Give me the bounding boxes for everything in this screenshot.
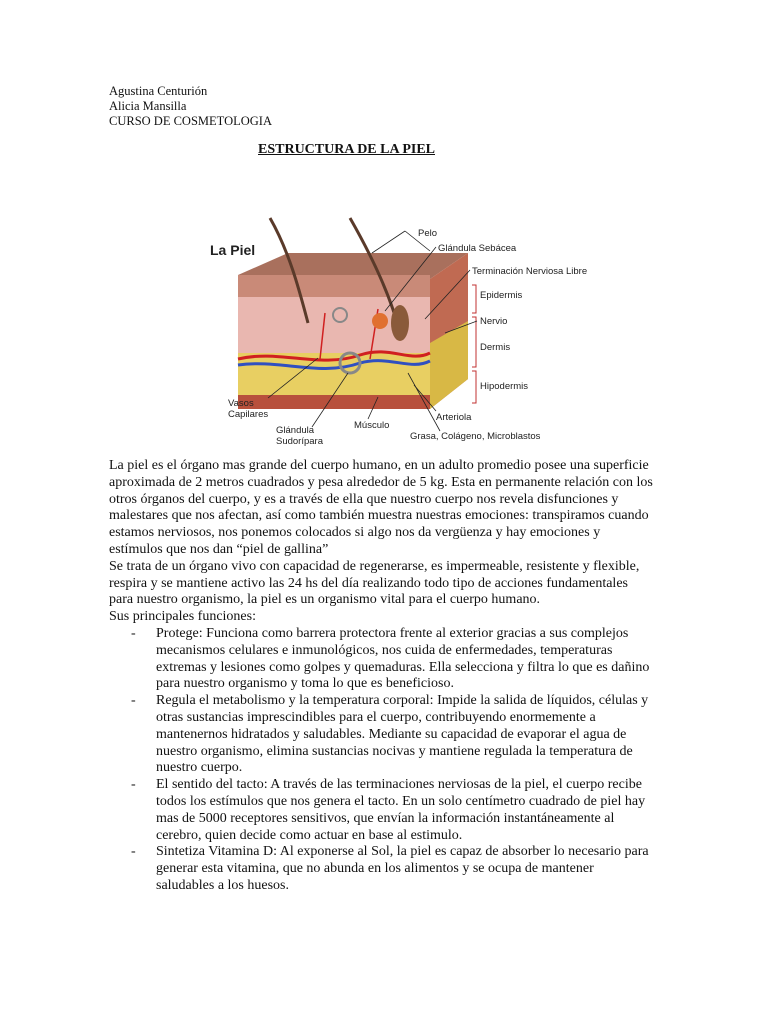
document-body bbox=[109, 458, 654, 895]
paragraph: Sus principales funciones: bbox=[109, 609, 256, 625]
list-dash: - bbox=[131, 844, 136, 860]
document-header bbox=[109, 84, 272, 129]
list-item-text: Regula el metabolismo y la temperatura corporal: Impide la salida de líquidos, células y otras sustancias imprescindibles para el cuerpo, contribuyendo enormemente a mantenernos hidratados y saludables. Mediante su capacidad de evaporar el agua de nuestro organismo, elimina sustancias nocivas y mantiene regulada la temperatura de nuestro cuerpo. bbox=[156, 693, 649, 776]
label-vasos: Vasos bbox=[228, 398, 254, 409]
list-item bbox=[109, 693, 654, 777]
list-item-text: Sintetiza Vitamina D: Al exponerse al Sol, la piel es capaz de absorber lo necesario para generar esta vitamina, que no abunda en los alimentos y se ocupa de mantener saludables a los huesos. bbox=[156, 844, 649, 893]
label-sudoripara: Sudorípara bbox=[276, 436, 324, 447]
epidermis-layer bbox=[238, 275, 430, 297]
author-name: Agustina Centurión bbox=[109, 84, 208, 98]
list-item-text: El sentido del tacto: A través de las terminaciones nerviosas de la piel, el cuerpo recibe todos los estímulos que nos genera el tacto. En un solo centímetro cuadrado de piel hay mas de 5000 receptores sensitivos, que envían la información instantáneamente al cerebro, quien decide como actuar en base al estimulo. bbox=[156, 777, 646, 843]
paragraph: Se trata de un órgano vivo con capacidad de regenerarse, es impermeable, resistente y flexible, respira y se mantiene activo las 24 hs del día realizando todo tipo de acciones fundamentales para nuestro organismo, la piel es un organismo vital para el cuerpo humano. bbox=[109, 558, 640, 608]
label-arteriola: Arteriola bbox=[436, 412, 472, 423]
layer-brackets bbox=[472, 285, 476, 403]
label-pelo: Pelo bbox=[418, 228, 438, 239]
figure-heading: La Piel bbox=[210, 242, 256, 258]
skin-diagram bbox=[200, 213, 610, 448]
paragraph: La piel es el órgano mas grande del cuerpo humano, en un adulto promedio posee una superficie aproximada de 2 metros cuadrados y pesa alrededor de 5 kg. Esta en permanente relación con los otros órganos del cuerpo, y es a través de ella que nuestro cuerpo nos revela disfunciones y malestares que nos afectan, así como también muestra nuestras emociones: transpiramos cuando estamos nerviosos, nos ponemos colocados si algo nos da vergüenza y hay emociones y estímulos que nos dan “piel de gallina” bbox=[109, 458, 653, 557]
label-grasa: Grasa, Colágeno, Microblastos bbox=[410, 431, 541, 442]
sebaceous-gland bbox=[372, 313, 388, 329]
label-nervio: Nervio bbox=[480, 316, 508, 327]
label-glandula: Glándula bbox=[276, 425, 315, 436]
skin-structure-figure bbox=[200, 213, 610, 448]
list-dash: - bbox=[131, 693, 136, 709]
hair-follicle bbox=[391, 305, 409, 341]
document-title: ESTRUCTURA DE LA PIEL bbox=[258, 142, 435, 157]
list-item bbox=[109, 844, 654, 894]
list-item bbox=[109, 626, 654, 693]
list-dash: - bbox=[131, 625, 136, 641]
label-glandula-sebacea: Glándula Sebácea bbox=[438, 243, 517, 254]
list-item bbox=[109, 777, 654, 844]
author-name: Alicia Mansilla bbox=[109, 99, 187, 113]
label-capilares: Capilares bbox=[228, 409, 269, 420]
course-name: CURSO DE COSMETOLOGIA bbox=[109, 114, 272, 128]
list-dash: - bbox=[131, 777, 136, 793]
label-dermis: Dermis bbox=[480, 342, 511, 353]
label-hipodermis: Hipodermis bbox=[480, 381, 529, 392]
muscle-layer bbox=[238, 395, 430, 409]
list-item-text: Protege: Funciona como barrera protectora frente al exterior gracias a sus complejos mecanismos celulares e inmunológicos, nos cuida de enfermedades, temperaturas extremas y lesiones como golpes y quemaduras. Ella selecciona y filtra lo que es dañino para nuestro organismo y toma lo que es beneficioso. bbox=[156, 625, 650, 692]
label-epidermis: Epidermis bbox=[480, 290, 523, 301]
label-musculo: Músculo bbox=[354, 420, 390, 431]
functions-list bbox=[109, 626, 654, 895]
label-terminacion: Terminación Nerviosa Libre bbox=[472, 266, 588, 277]
